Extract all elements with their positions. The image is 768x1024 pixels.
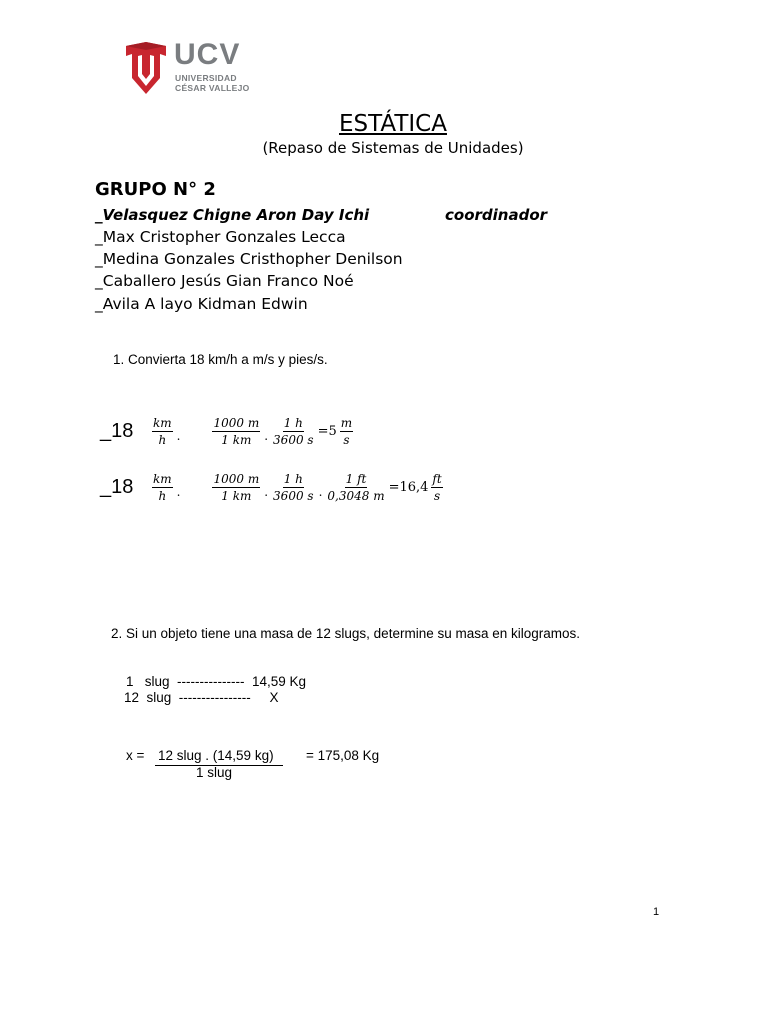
x-numerator: 12 slug . (14,59 kg) (158, 748, 274, 763)
fraction: $\frac{km}{h}$ (153, 472, 172, 503)
result-value: =16,4 (388, 480, 429, 495)
member-item: _Caballero Jesús Gian Franco Noé (95, 272, 354, 290)
fraction: $\frac{1000 m}{1 km}$ (213, 472, 260, 503)
fraction: $\frac{km}{h}$ (153, 416, 172, 447)
rule-of-three-line-2: 12 slug ---------------- X (124, 690, 279, 705)
x-denominator: 1 slug (196, 765, 233, 780)
logo-subtitle-line2: CÉSAR VALLEJO (175, 83, 250, 93)
rule-of-three-line-1: 1 slug --------------- 14,59 Kg (126, 674, 307, 689)
conversion-row-1: $\frac{km}{h}$ . $\frac{1000 m}{1 km}$ . $\frac{1 h}{3600 s}$ =5 $\frac{m}{s}$ (153, 416, 353, 447)
document-title: ESTÁTICA (339, 111, 447, 137)
fraction: $\frac{1 h}{3600 s}$ (273, 472, 314, 503)
conversion-row-2: $\frac{km}{h}$ . $\frac{1000 m}{1 km}$ . $\frac{1 h}{3600 s}$ . $\frac{1 ft}{0,3048 m}$ =16,4 $\frac{ft}{s}$ (153, 472, 442, 503)
fraction: $\frac{1 ft}{0,3048 m}$ (327, 472, 385, 503)
member-item: _Medina Gonzales Cristhopher Denilson (95, 250, 403, 268)
question-2-text: 2. Si un objeto tiene una masa de 12 slugs, determine su masa en kilogramos. (111, 626, 581, 641)
fraction: $\frac{1 h}{3600 s}$ (273, 416, 314, 447)
coordinator-label: coordinador (445, 206, 548, 224)
member-item: _Max Cristopher Gonzales Lecca (95, 228, 346, 246)
page-number: 1 (653, 906, 660, 918)
logo-wordmark: UCV (174, 38, 241, 71)
fraction: $\frac{1000 m}{1 km}$ (213, 416, 260, 447)
conversion-row-1-lead: _18 (100, 420, 134, 442)
ucv-logo-mark (124, 42, 168, 96)
result-value: =5 (317, 424, 337, 439)
conversion-row-2-lead: _18 (100, 476, 134, 498)
x-label: x = (126, 748, 145, 763)
x-result: = 175,08 Kg (306, 748, 380, 763)
fraction: $\frac{m}{s}$ (340, 416, 353, 447)
group-title: GRUPO N° 2 (95, 179, 216, 200)
document-subtitle: (Repaso de Sistemas de Unidades) (262, 139, 524, 157)
question-1-text: 1. Convierta 18 km/h a m/s y pies/s. (113, 352, 328, 367)
member-coordinator: _Velasquez Chigne Aron Day Ichi (95, 206, 370, 224)
member-item: _Avila A layo Kidman Edwin (95, 295, 308, 313)
logo-subtitle-line1: UNIVERSIDAD (175, 73, 237, 83)
fraction: $\frac{ft}{s}$ (432, 472, 442, 503)
